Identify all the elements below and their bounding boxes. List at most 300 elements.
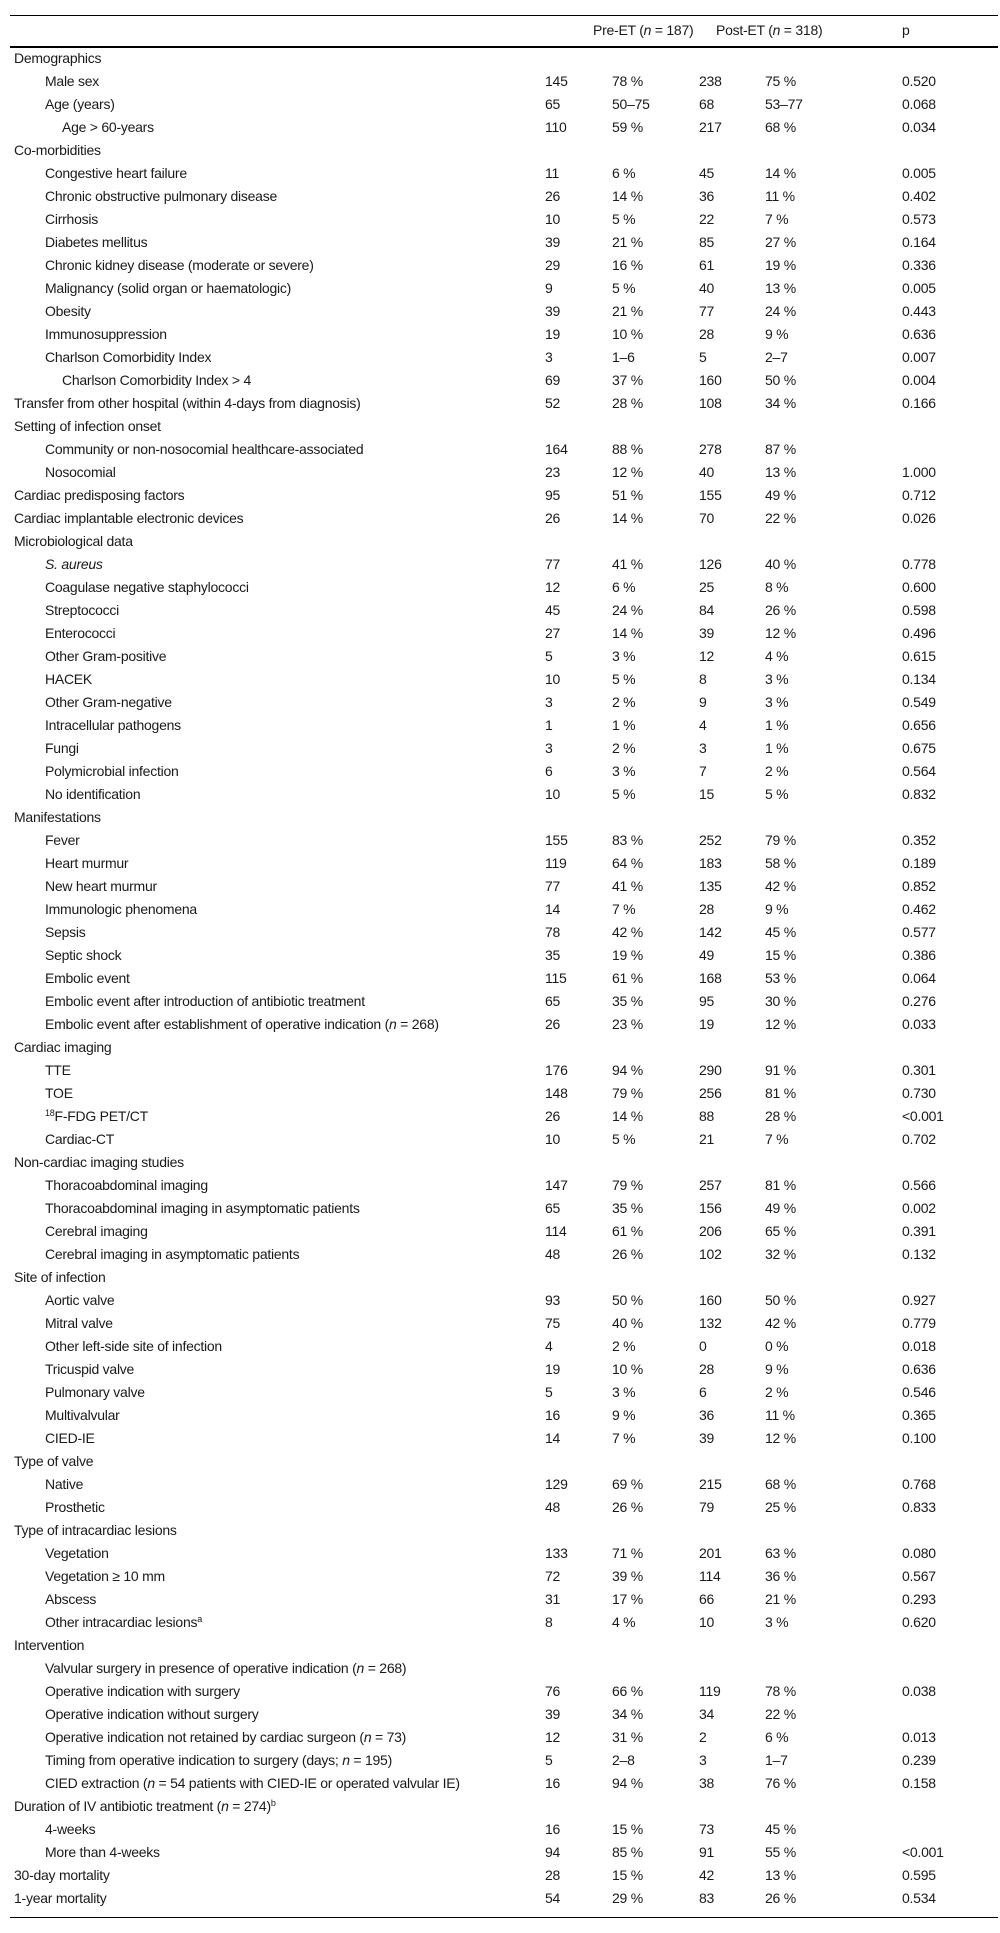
pre-count: 10 [545, 1131, 561, 1147]
post-count: 21 [699, 1131, 715, 1147]
table-row [0, 1427, 1000, 1450]
table-row [0, 1496, 1000, 1519]
pre-count: 95 [545, 487, 561, 503]
p-value: 0.566 [902, 1177, 936, 1193]
table-row [0, 369, 1000, 392]
label-text: No identification [45, 786, 141, 802]
pre-percent: 50–75 [612, 96, 650, 112]
header-post-n: n [772, 22, 781, 38]
post-count: 28 [699, 901, 715, 917]
pre-percent: 7 % [612, 901, 636, 917]
post-count: 39 [699, 1430, 715, 1446]
pre-percent: 40 % [612, 1315, 643, 1331]
p-value: 0.620 [902, 1614, 936, 1630]
pre-count: 77 [545, 878, 561, 894]
post-percent: 1 % [765, 740, 789, 756]
label-text: Immunosuppression [45, 326, 167, 342]
post-count: 155 [699, 487, 722, 503]
post-count: 73 [699, 1821, 715, 1837]
row-label [45, 346, 211, 369]
row-label [14, 1036, 111, 1059]
label-text: Thoracoabdominal imaging in asymptomatic patients [45, 1200, 360, 1216]
pre-count: 19 [545, 326, 561, 342]
pre-percent: 71 % [612, 1545, 643, 1561]
p-value: 0.391 [902, 1223, 936, 1239]
post-percent: 65 % [765, 1223, 796, 1239]
pre-count: 31 [545, 1591, 561, 1607]
label-text: Pulmonary valve [45, 1384, 145, 1400]
table-row [0, 1289, 1000, 1312]
label-text: Setting of infection onset [14, 418, 161, 434]
row-label [45, 1289, 114, 1312]
pre-count: 54 [545, 1890, 561, 1906]
label-text: Coagulase negative staphylococci [45, 579, 249, 595]
pre-count: 65 [545, 96, 561, 112]
table-row [0, 1611, 1000, 1634]
pre-percent: 3 % [612, 763, 636, 779]
post-percent: 53 % [765, 970, 796, 986]
post-percent: 79 % [765, 832, 796, 848]
header-p-value: p [902, 22, 910, 38]
p-value: 0.164 [902, 234, 936, 250]
label-text: HACEK [45, 671, 92, 687]
pre-count: 23 [545, 464, 561, 480]
row-label [45, 1726, 406, 1749]
table-section-row [0, 1036, 1000, 1059]
table-row [0, 185, 1000, 208]
post-percent: 13 % [765, 464, 796, 480]
label-text: Fever [45, 832, 80, 848]
post-percent: 45 % [765, 1821, 796, 1837]
table-row [0, 553, 1000, 576]
pre-percent: 85 % [612, 1844, 643, 1860]
post-percent: 58 % [765, 855, 796, 871]
row-label [45, 760, 179, 783]
table-row [0, 1105, 1000, 1128]
header-post-et [716, 22, 822, 38]
post-count: 206 [699, 1223, 722, 1239]
p-value: 0.132 [902, 1246, 936, 1262]
p-value: 0.005 [902, 165, 936, 181]
row-label [14, 484, 184, 507]
post-count: 66 [699, 1591, 715, 1607]
post-count: 168 [699, 970, 722, 986]
row-label [45, 185, 277, 208]
post-count: 6 [699, 1384, 707, 1400]
post-percent: 45 % [765, 924, 796, 940]
row-label [14, 1864, 110, 1887]
post-percent: 26 % [765, 602, 796, 618]
p-value: 0.002 [902, 1200, 936, 1216]
p-value: <0.001 [902, 1108, 944, 1124]
p-value: 0.134 [902, 671, 936, 687]
label-text: Intervention [14, 1637, 85, 1653]
pre-percent: 5 % [612, 671, 636, 687]
pre-count: 3 [545, 740, 553, 756]
table-section-row [0, 47, 1000, 70]
p-value: 0.577 [902, 924, 936, 940]
p-value: 0.546 [902, 1384, 936, 1400]
label-text: Operative indication without surgery [45, 1706, 259, 1722]
post-percent: 25 % [765, 1499, 796, 1515]
post-count: 135 [699, 878, 722, 894]
table-row [0, 1128, 1000, 1151]
row-label [45, 231, 147, 254]
post-percent: 19 % [765, 257, 796, 273]
pre-count: 14 [545, 1430, 561, 1446]
table-row [0, 760, 1000, 783]
post-count: 160 [699, 1292, 722, 1308]
post-count: 70 [699, 510, 715, 526]
label-text: Thoracoabdominal imaging [45, 1177, 208, 1193]
post-count: 126 [699, 556, 722, 572]
p-value: 0.852 [902, 878, 936, 894]
label-text: Timing from operative indication to surgery (days; [45, 1752, 343, 1768]
row-label [45, 576, 249, 599]
table-row [0, 1312, 1000, 1335]
row-label [45, 1772, 460, 1795]
label-text: Abscess [45, 1591, 97, 1607]
pre-count: 69 [545, 372, 561, 388]
p-value: 0.779 [902, 1315, 936, 1331]
p-value: 0.636 [902, 1361, 936, 1377]
pre-count: 39 [545, 1706, 561, 1722]
post-percent: 81 % [765, 1085, 796, 1101]
post-count: 278 [699, 441, 722, 457]
post-percent: 1–7 [765, 1752, 788, 1768]
pre-percent: 21 % [612, 303, 643, 319]
table-row [0, 1565, 1000, 1588]
p-value: 0.702 [902, 1131, 936, 1147]
post-count: 156 [699, 1200, 722, 1216]
pre-count: 16 [545, 1775, 561, 1791]
post-count: 36 [699, 188, 715, 204]
p-value: 0.293 [902, 1591, 936, 1607]
table-row [0, 1818, 1000, 1841]
row-label [45, 162, 187, 185]
row-label [45, 967, 130, 990]
table-section-row [0, 392, 1000, 415]
row-label [45, 300, 91, 323]
row-label [14, 139, 101, 162]
pre-percent: 94 % [612, 1062, 643, 1078]
label-text: = 54 patients with CIED-IE or operated valvular IE) [154, 1775, 460, 1791]
post-percent: 2 % [765, 1384, 789, 1400]
post-percent: 21 % [765, 1591, 796, 1607]
row-label [45, 714, 181, 737]
pre-count: 164 [545, 441, 568, 457]
label-text: Other Gram-positive [45, 648, 167, 664]
pre-percent: 12 % [612, 464, 643, 480]
p-value: 0.026 [902, 510, 936, 526]
row-label [45, 829, 80, 852]
post-percent: 32 % [765, 1246, 796, 1262]
post-percent: 50 % [765, 372, 796, 388]
post-percent: 2–7 [765, 349, 788, 365]
row-label [45, 1404, 120, 1427]
post-percent: 15 % [765, 947, 796, 963]
post-count: 61 [699, 257, 715, 273]
table-row [0, 714, 1000, 737]
row-label [45, 1220, 148, 1243]
table-row [0, 967, 1000, 990]
label-text: Operative indication not retained by cardiac surgeon ( [45, 1729, 364, 1745]
row-label [45, 898, 197, 921]
label-text: Enterococci [45, 625, 116, 641]
p-value: 0.004 [902, 372, 936, 388]
row-label [14, 1634, 84, 1657]
p-value: 0.034 [902, 119, 936, 135]
post-percent: 34 % [765, 395, 796, 411]
row-label [14, 1266, 105, 1289]
label-text: Other intracardiac lesions [45, 1614, 198, 1630]
row-label [45, 1841, 160, 1864]
pre-percent: 41 % [612, 878, 643, 894]
pre-count: 27 [545, 625, 561, 641]
p-value: 0.600 [902, 579, 936, 595]
label-text: Other left-side site of infection [45, 1338, 222, 1354]
table-row [0, 944, 1000, 967]
post-count: 15 [699, 786, 715, 802]
p-value: 0.301 [902, 1062, 936, 1078]
pre-count: 26 [545, 1016, 561, 1032]
post-count: 49 [699, 947, 715, 963]
label-text: Age > 60-years [62, 119, 154, 135]
table-row [0, 208, 1000, 231]
post-percent: 81 % [765, 1177, 796, 1193]
pre-count: 94 [545, 1844, 561, 1860]
row-label [45, 599, 119, 622]
label-text: 30-day mortality [14, 1867, 110, 1883]
table-row [0, 323, 1000, 346]
pre-percent: 21 % [612, 234, 643, 250]
label-text: Manifestations [14, 809, 101, 825]
post-percent: 22 % [765, 1706, 796, 1722]
row-label [45, 875, 157, 898]
label-text: Cardiac implantable electronic devices [14, 510, 244, 526]
pre-count: 12 [545, 579, 561, 595]
pre-percent: 14 % [612, 1108, 643, 1124]
label-text: TTE [45, 1062, 71, 1078]
row-label [14, 1450, 93, 1473]
label-text: Polymicrobial infection [45, 763, 179, 779]
table-section-row [0, 1634, 1000, 1657]
post-count: 8 [699, 671, 707, 687]
pre-percent: 2 % [612, 1338, 636, 1354]
post-count: 22 [699, 211, 715, 227]
post-count: 28 [699, 326, 715, 342]
pre-percent: 2–8 [612, 1752, 635, 1768]
row-label [45, 1680, 240, 1703]
pre-percent: 29 % [612, 1890, 643, 1906]
footnote-marker: 18 [45, 1108, 55, 1118]
pre-percent: 78 % [612, 73, 643, 89]
pre-count: 65 [545, 993, 561, 1009]
pre-count: 3 [545, 349, 553, 365]
table-row [0, 1358, 1000, 1381]
pre-count: 5 [545, 1752, 553, 1768]
post-count: 142 [699, 924, 722, 940]
post-count: 12 [699, 648, 715, 664]
label-text: Cardiac-CT [45, 1131, 115, 1147]
table-section-row [0, 1795, 1000, 1818]
pre-count: 115 [545, 970, 567, 986]
pre-count: 119 [545, 855, 567, 871]
pre-percent: 4 % [612, 1614, 636, 1630]
table-row [0, 1473, 1000, 1496]
pre-count: 9 [545, 280, 553, 296]
table-row [0, 1013, 1000, 1036]
p-value: 0.778 [902, 556, 936, 572]
p-value: 0.365 [902, 1407, 936, 1423]
table-row [0, 645, 1000, 668]
label-text: Valvular surgery in presence of operative indication ( [45, 1660, 357, 1676]
row-label [45, 70, 99, 93]
pre-percent: 16 % [612, 257, 643, 273]
label-text: Native [45, 1476, 84, 1492]
row-label [45, 622, 115, 645]
post-percent: 3 % [765, 1614, 789, 1630]
row-label [45, 1358, 134, 1381]
pre-percent: 61 % [612, 1223, 643, 1239]
table-row [0, 116, 1000, 139]
table-row [0, 737, 1000, 760]
row-label [45, 1128, 114, 1151]
post-count: 114 [699, 1568, 721, 1584]
pre-percent: 39 % [612, 1568, 643, 1584]
pre-percent: 14 % [612, 510, 643, 526]
pre-count: 39 [545, 303, 561, 319]
post-count: 238 [699, 73, 722, 89]
post-count: 45 [699, 165, 715, 181]
label-text: Tricuspid valve [45, 1361, 135, 1377]
pre-percent: 10 % [612, 1361, 643, 1377]
table-row [0, 1174, 1000, 1197]
pre-percent: 5 % [612, 786, 636, 802]
p-value: 0.573 [902, 211, 936, 227]
label-text: Cirrhosis [45, 211, 98, 227]
pre-percent: 17 % [612, 1591, 643, 1607]
table-row [0, 254, 1000, 277]
table-row [0, 852, 1000, 875]
post-count: 183 [699, 855, 722, 871]
table-bottom-rule [10, 1917, 998, 1918]
pre-count: 8 [545, 1614, 553, 1630]
label-text: CIED extraction ( [45, 1775, 148, 1791]
pre-count: 45 [545, 602, 561, 618]
label-text: Heart murmur [45, 855, 129, 871]
pre-percent: 5 % [612, 280, 636, 296]
pre-percent: 37 % [612, 372, 643, 388]
post-count: 88 [699, 1108, 715, 1124]
table-row [0, 829, 1000, 852]
row-label [45, 1174, 208, 1197]
row-label [45, 1818, 95, 1841]
post-count: 83 [699, 1890, 715, 1906]
label-text: Operative indication with surgery [45, 1683, 240, 1699]
table-row [0, 898, 1000, 921]
row-label [45, 668, 92, 691]
table-section-row [0, 806, 1000, 829]
table-row [0, 1220, 1000, 1243]
post-percent: 9 % [765, 901, 789, 917]
post-percent: 40 % [765, 556, 796, 572]
pre-count: 72 [545, 1568, 561, 1584]
post-count: 25 [699, 579, 715, 595]
p-value: 0.100 [902, 1430, 936, 1446]
row-label [45, 645, 166, 668]
pre-count: 176 [545, 1062, 568, 1078]
post-percent: 75 % [765, 73, 796, 89]
label-text: = 73) [371, 1729, 407, 1745]
row-label [45, 1542, 109, 1565]
pre-count: 1 [545, 717, 553, 733]
row-label [45, 1381, 145, 1404]
pre-count: 39 [545, 234, 561, 250]
p-value: 0.005 [902, 280, 936, 296]
post-percent: 28 % [765, 1108, 796, 1124]
table-row [0, 70, 1000, 93]
post-count: 28 [699, 1361, 715, 1377]
footnote-marker: b [270, 1798, 276, 1808]
p-value: <0.001 [902, 1844, 944, 1860]
label-text: Site of infection [14, 1269, 106, 1285]
label-text: Age (years) [45, 96, 115, 112]
post-percent: 53–77 [765, 96, 803, 112]
table-row [0, 1841, 1000, 1864]
pre-count: 10 [545, 786, 561, 802]
pre-percent: 3 % [612, 1384, 636, 1400]
row-label [62, 116, 154, 139]
post-percent: 12 % [765, 1430, 796, 1446]
table-row [0, 1243, 1000, 1266]
label-text: Sepsis [45, 924, 86, 940]
pre-percent: 15 % [612, 1867, 643, 1883]
table-row [0, 783, 1000, 806]
row-label [14, 1887, 106, 1910]
table-row [0, 1680, 1000, 1703]
header-pre-n: n [643, 22, 652, 38]
row-label [45, 254, 314, 277]
post-count: 215 [699, 1476, 722, 1492]
row-label [45, 944, 121, 967]
label-text: Multivalvular [45, 1407, 120, 1423]
pre-percent: 26 % [612, 1246, 643, 1262]
table-section-row [0, 1864, 1000, 1887]
pre-count: 147 [545, 1177, 568, 1193]
table-top-rule [10, 15, 998, 16]
post-count: 91 [699, 1844, 715, 1860]
row-label [45, 553, 103, 576]
header-pre-prefix: Pre-ET ( [593, 22, 644, 38]
pre-percent: 23 % [612, 1016, 643, 1032]
pre-percent: 94 % [612, 1775, 643, 1791]
pre-percent: 28 % [612, 395, 643, 411]
row-label [14, 1519, 177, 1542]
post-count: 79 [699, 1499, 715, 1515]
table-row [0, 277, 1000, 300]
table-section-row [0, 415, 1000, 438]
pre-count: 145 [545, 73, 568, 89]
pre-count: 110 [545, 119, 567, 135]
label-text: New heart murmur [45, 878, 157, 894]
pre-count: 155 [545, 832, 568, 848]
post-percent: 8 % [765, 579, 789, 595]
pre-count: 129 [545, 1476, 568, 1492]
pre-count: 28 [545, 1867, 561, 1883]
p-value: 0.007 [902, 349, 936, 365]
post-percent: 27 % [765, 234, 796, 250]
